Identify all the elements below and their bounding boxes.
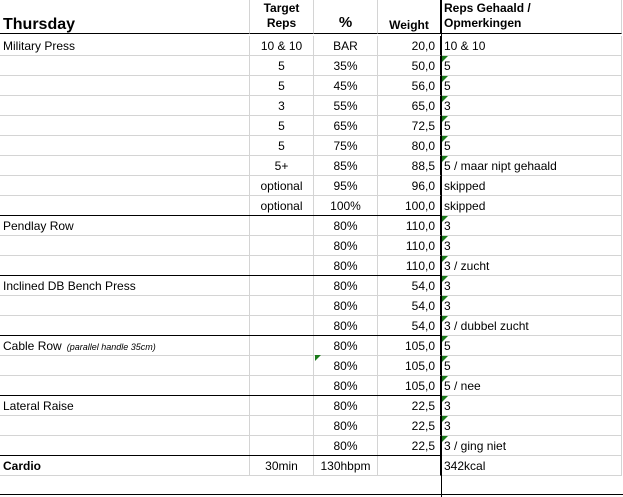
weight-cell[interactable] (378, 176, 441, 196)
target-reps-cell[interactable] (250, 256, 314, 276)
weight-cell[interactable] (378, 296, 441, 316)
reps-header-line2: Opmerkingen (444, 16, 522, 30)
target-reps-cell-text: 30min (265, 459, 298, 473)
reps-cell-text: skipped (444, 199, 486, 213)
comment-marker-icon[interactable] (442, 96, 448, 102)
weight-cell-text: 105,0 (404, 339, 435, 353)
reps-cell-text: 3 / ging niet (444, 439, 507, 453)
percent-cell-text: 80% (333, 239, 358, 253)
table-row (0, 356, 623, 376)
target-reps-cell[interactable] (250, 56, 314, 76)
exercise-cell[interactable] (0, 276, 250, 296)
weight-cell-text: 88,5 (411, 159, 435, 173)
percent-cell-text: 80% (333, 439, 358, 453)
exercise-cell-text: Military Press (3, 39, 76, 53)
reps-cell[interactable] (441, 416, 622, 436)
weight-cell[interactable] (378, 456, 441, 476)
weight-cell[interactable] (378, 196, 441, 216)
weight-cell[interactable] (378, 416, 441, 436)
weight-cell-text: 56,0 (411, 79, 435, 93)
weight-cell-text: 50,0 (411, 59, 435, 73)
percent-cell-text: 45% (333, 79, 358, 93)
target-reps-cell[interactable] (250, 316, 314, 336)
section-divider (0, 335, 441, 336)
comment-marker-icon[interactable] (442, 436, 448, 442)
exercise-cell[interactable] (0, 396, 250, 416)
reps-cell-text: 5 (444, 339, 451, 353)
weight-cell[interactable] (378, 236, 441, 256)
exercise-cell[interactable] (0, 136, 250, 156)
comment-marker-icon[interactable] (442, 276, 448, 282)
percent-cell-text: 80% (333, 259, 358, 273)
weight-cell-text: 54,0 (411, 319, 435, 333)
percent-cell-text: 55% (333, 99, 358, 113)
exercise-cell-text: Pendlay Row (3, 219, 74, 233)
percent-cell-text: 80% (333, 399, 358, 413)
reps-cell[interactable] (441, 456, 622, 476)
reps-cell-text: 342kcal (444, 459, 486, 473)
weight-cell-text: 80,0 (411, 139, 435, 153)
target-reps-cell[interactable] (250, 376, 314, 396)
weight-cell[interactable] (378, 336, 441, 356)
weight-cell[interactable] (378, 116, 441, 136)
reps-cell-text: 5 (444, 59, 451, 73)
target-reps-cell[interactable] (250, 396, 314, 416)
weight-cell-text: 110,0 (405, 239, 435, 253)
section-divider (0, 395, 441, 396)
percent-cell[interactable] (314, 176, 378, 196)
weight-cell[interactable] (378, 376, 441, 396)
reps-cell[interactable] (441, 396, 622, 416)
exercise-cell[interactable] (0, 296, 250, 316)
reps-cell-text: 10 & 10 (444, 39, 486, 53)
weight-cell-text: 22,5 (411, 399, 435, 413)
weight-cell-text: 110,0 (405, 219, 435, 233)
reps-cell[interactable] (441, 156, 622, 176)
percent-cell-text: BAR (333, 39, 358, 53)
target-reps-cell-text: 5 (278, 79, 285, 93)
target-reps-cell[interactable] (250, 76, 314, 96)
percent-cell[interactable] (314, 276, 378, 296)
weight-cell[interactable] (378, 96, 441, 116)
target-reps-cell-text: 5 (278, 119, 285, 133)
weight-cell[interactable] (378, 436, 441, 456)
reps-cell-text: 3 / dubbel zucht (444, 319, 529, 333)
reps-cell-text: 5 / maar nipt gehaald (444, 159, 557, 173)
reps-cell[interactable] (441, 36, 622, 56)
target-reps-header-line1: Target (263, 1, 300, 15)
target-reps-cell[interactable] (250, 136, 314, 156)
comment-marker-icon[interactable] (442, 336, 448, 342)
comment-marker-icon[interactable] (442, 316, 448, 322)
weight-cell[interactable] (378, 36, 441, 56)
comment-marker-icon[interactable] (442, 116, 448, 122)
exercise-cell[interactable] (0, 316, 250, 336)
exercise-cell-text: Lateral Raise (3, 399, 74, 413)
weight-cell-text: 105,0 (404, 379, 435, 393)
comment-marker-icon[interactable] (442, 376, 448, 382)
table-row (0, 156, 623, 176)
percent-cell[interactable] (314, 236, 378, 256)
reps-cell-text: 5 (444, 79, 451, 93)
exercise-cell[interactable] (0, 176, 250, 196)
reps-cell[interactable] (441, 356, 622, 376)
reps-cell[interactable] (441, 376, 622, 396)
table-row (0, 96, 623, 116)
reps-cell-text: 3 (444, 419, 451, 433)
target-reps-cell[interactable] (250, 156, 314, 176)
target-reps-cell-text: 10 & 10 (260, 39, 303, 53)
comment-marker-icon[interactable] (442, 156, 448, 162)
comment-marker-icon[interactable] (442, 396, 448, 402)
percent-cell-text: 75% (333, 139, 358, 153)
exercise-cell[interactable] (0, 96, 250, 116)
weight-cell-text: 100,0 (404, 199, 435, 213)
target-reps-cell-text: 5+ (274, 159, 289, 173)
reps-cell[interactable] (441, 76, 622, 96)
reps-cell-text: 3 (444, 299, 451, 313)
reps-cell-text: 3 / zucht (444, 259, 490, 273)
table-row (0, 196, 623, 216)
table-row (0, 136, 623, 156)
percent-cell[interactable] (314, 56, 378, 76)
percent-cell[interactable] (314, 216, 378, 236)
table-row (0, 316, 623, 336)
target-reps-cell[interactable] (250, 116, 314, 136)
target-reps-cell[interactable] (250, 36, 314, 56)
reps-cell[interactable] (441, 336, 622, 356)
comment-marker-icon[interactable] (442, 56, 448, 62)
exercise-cell[interactable] (0, 256, 250, 276)
percent-cell[interactable] (314, 416, 378, 436)
weight-cell[interactable] (378, 156, 441, 176)
percent-cell[interactable] (314, 356, 378, 376)
target-reps-header-line2: Reps (266, 16, 297, 30)
percent-cell-text: 80% (333, 279, 358, 293)
table-row (0, 436, 623, 456)
table-row (0, 116, 623, 136)
reps-cell-text: 5 / nee (444, 379, 481, 393)
reps-cell[interactable] (441, 56, 622, 76)
exercise-cell[interactable] (0, 456, 250, 476)
exercise-cell[interactable] (0, 436, 250, 456)
comment-marker-icon[interactable] (442, 256, 448, 262)
reps-cell[interactable] (441, 276, 622, 296)
reps-cell-text: 5 (444, 139, 451, 153)
weight-cell[interactable] (378, 316, 441, 336)
exercise-cell[interactable] (0, 336, 250, 356)
comment-marker-icon[interactable] (442, 356, 448, 362)
percent-cell[interactable] (314, 316, 378, 336)
percent-cell-text: 80% (333, 319, 358, 333)
table-row (0, 296, 623, 316)
reps-cell-text: skipped (444, 179, 486, 193)
weight-header[interactable]: Weight (378, 0, 441, 34)
weight-cell[interactable] (378, 396, 441, 416)
weight-cell[interactable] (378, 136, 441, 156)
comment-marker-icon[interactable] (442, 296, 448, 302)
percent-cell-text: 85% (333, 159, 358, 173)
comment-marker-icon[interactable] (442, 76, 448, 82)
target-reps-cell[interactable] (250, 276, 314, 296)
table-row (0, 336, 623, 356)
percent-cell[interactable] (314, 116, 378, 136)
percent-cell[interactable] (314, 456, 378, 476)
target-reps-cell-text: 5 (278, 139, 285, 153)
table-row (0, 36, 623, 56)
section-divider (0, 215, 441, 216)
percent-cell-text: 130hbpm (320, 459, 371, 473)
reps-header-line1: Reps Gehaald / (444, 1, 531, 15)
reps-cell-text: 3 (444, 99, 451, 113)
weight-cell-text: 110,0 (405, 259, 435, 273)
percent-cell[interactable] (314, 336, 378, 356)
section-divider (0, 275, 441, 276)
reps-cell[interactable] (441, 116, 622, 136)
exercise-cell[interactable] (0, 236, 250, 256)
percent-cell-text: 80% (333, 379, 358, 393)
percent-cell[interactable] (314, 296, 378, 316)
exercise-cell-text: Cable Row (3, 339, 62, 353)
target-reps-cell[interactable] (250, 356, 314, 376)
target-reps-cell[interactable] (250, 96, 314, 116)
exercise-cell[interactable] (0, 56, 250, 76)
header-row (0, 0, 623, 34)
weight-cell-text: 54,0 (411, 299, 435, 313)
exercise-cell[interactable] (0, 196, 250, 216)
weight-cell[interactable] (378, 276, 441, 296)
exercise-cell[interactable] (0, 216, 250, 236)
percent-cell[interactable] (314, 136, 378, 156)
percent-cell[interactable] (314, 436, 378, 456)
reps-cell[interactable] (441, 436, 622, 456)
percent-cell-text: 80% (333, 339, 358, 353)
section-divider (0, 455, 441, 456)
percent-cell-text: 80% (333, 219, 358, 233)
reps-cell[interactable] (441, 256, 622, 276)
table-row (0, 376, 623, 396)
weight-cell-text: 65,0 (411, 99, 435, 113)
target-reps-header[interactable] (250, 0, 314, 34)
exercise-cell[interactable] (0, 76, 250, 96)
reps-cell-text: 3 (444, 399, 451, 413)
percent-cell-text: 80% (333, 419, 358, 433)
weight-cell[interactable] (378, 56, 441, 76)
weight-cell[interactable] (378, 256, 441, 276)
exercise-note: (parallel handle 35cm) (66, 342, 156, 352)
weight-cell-text: 22,5 (411, 419, 435, 433)
percent-cell[interactable] (314, 36, 378, 56)
target-reps-cell[interactable] (250, 236, 314, 256)
percent-cell[interactable] (314, 76, 378, 96)
target-reps-cell-text: optional (260, 199, 303, 213)
table-row (0, 276, 623, 296)
weight-cell-text: 22,5 (411, 439, 435, 453)
weight-cell[interactable] (378, 76, 441, 96)
target-reps-cell[interactable] (250, 416, 314, 436)
weight-cell-text: 96,0 (411, 179, 435, 193)
reps-cell-text: 3 (444, 219, 451, 233)
reps-cell-text: 3 (444, 279, 451, 293)
percent-cell-text: 80% (333, 299, 358, 313)
comment-marker-icon[interactable] (442, 136, 448, 142)
reps-cell-text: 5 (444, 359, 451, 373)
target-reps-cell-text: 5 (278, 59, 285, 73)
reps-header[interactable] (441, 0, 622, 34)
target-reps-cell-text: 3 (278, 99, 285, 113)
exercise-cell[interactable] (0, 416, 250, 436)
table-row (0, 56, 623, 76)
comment-marker-icon[interactable] (442, 216, 448, 222)
target-reps-cell[interactable] (250, 436, 314, 456)
reps-cell[interactable] (441, 196, 622, 216)
comment-marker-icon[interactable] (442, 236, 448, 242)
percent-cell[interactable] (314, 256, 378, 276)
percent-header[interactable]: % (314, 0, 378, 34)
table-row (0, 396, 623, 416)
reps-cell[interactable] (441, 176, 622, 196)
weight-cell[interactable] (378, 356, 441, 376)
target-reps-cell-text: optional (260, 179, 303, 193)
percent-cell-text: 100% (330, 199, 361, 213)
percent-cell[interactable] (314, 96, 378, 116)
reps-cell[interactable] (441, 316, 622, 336)
table-row (0, 236, 623, 256)
reps-cell[interactable] (441, 96, 622, 116)
target-reps-cell[interactable] (250, 196, 314, 216)
table-row (0, 456, 623, 476)
percent-cell-text: 35% (333, 59, 358, 73)
weight-cell-text: 20,0 (411, 39, 435, 53)
weight-cell[interactable] (378, 216, 441, 236)
target-reps-cell[interactable] (250, 336, 314, 356)
target-reps-cell[interactable] (250, 456, 314, 476)
reps-cell-text: 3 (444, 239, 451, 253)
table-row (0, 176, 623, 196)
weight-cell-text: 72,5 (411, 119, 435, 133)
reps-cell[interactable] (441, 136, 622, 156)
percent-cell-text: 65% (333, 119, 358, 133)
table-row (0, 416, 623, 436)
weight-cell-text: 54,0 (411, 279, 435, 293)
reps-cell-text: 5 (444, 119, 451, 133)
table-row (0, 256, 623, 276)
target-reps-cell[interactable] (250, 216, 314, 236)
exercise-cell[interactable] (0, 116, 250, 136)
day-header[interactable]: Thursday (0, 0, 250, 34)
reps-cell[interactable] (441, 236, 622, 256)
percent-cell-text: 95% (333, 179, 358, 193)
reps-cell[interactable] (441, 216, 622, 236)
table-row (0, 76, 623, 96)
exercise-cell-text: Cardio (3, 459, 42, 473)
exercise-cell[interactable] (0, 156, 250, 176)
exercise-cell[interactable] (0, 36, 250, 56)
target-reps-cell[interactable] (250, 176, 314, 196)
percent-cell[interactable] (314, 156, 378, 176)
weight-cell-text: 105,0 (404, 359, 435, 373)
table-row (0, 216, 623, 236)
comment-marker-icon[interactable] (442, 416, 448, 422)
exercise-cell[interactable] (0, 376, 250, 396)
percent-cell[interactable] (314, 396, 378, 416)
bottom-border (0, 494, 623, 495)
exercise-cell-text: Inclined DB Bench Press (3, 279, 136, 293)
exercise-cell[interactable] (0, 356, 250, 376)
percent-cell-text: 80% (333, 359, 358, 373)
column-divider (441, 0, 442, 497)
percent-cell[interactable] (314, 196, 378, 216)
target-reps-cell[interactable] (250, 296, 314, 316)
percent-cell[interactable] (314, 376, 378, 396)
reps-cell[interactable] (441, 296, 622, 316)
